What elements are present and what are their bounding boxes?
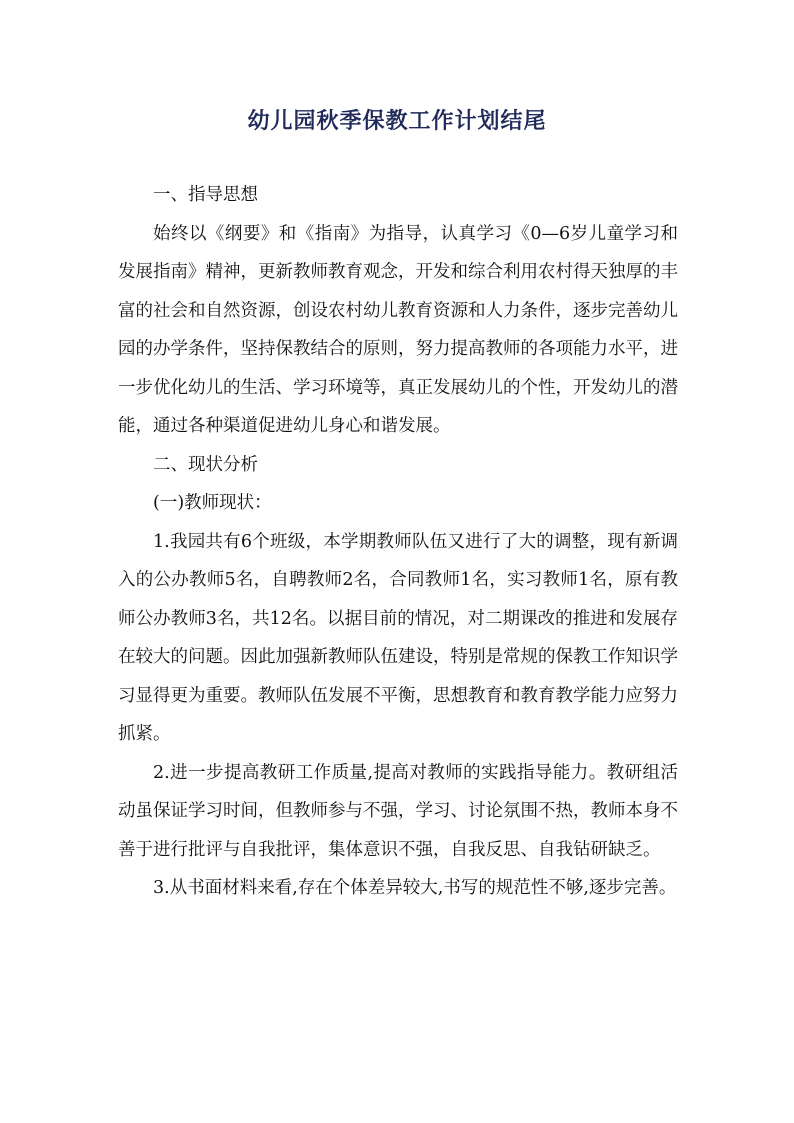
section-heading-guiding-ideology: 一、指导思想: [153, 185, 258, 205]
paragraph-item-2: 2.进一步提高教研工作质量,提高对教师的实践指导能力。教研组活动虽保证学习时间，但教师参与不强，学习、讨论氛围不热，教师本身不善于进行批评与自我批评，集体意识不强，自我反思、自我钻研缺乏。: [118, 762, 678, 860]
paragraph-item-1: 1.我园共有6个班级，本学期教师队伍又进行了大的调整，现有新调入的公办教师5名，自聘教师2名，合同教师1名，实习教师1名，原有教师公办教师3名，共12名。以据目前的情况，对二期课改的推进和发展存在较大的问题。因此加强新教师队伍建设，特别是常规的保教工作知识学习显得更为重要。教师队伍发展不平衡，思想教育和教育教学能力应努力抓紧。: [118, 531, 678, 744]
subsection-heading-teacher-status: (一)教师现状：: [153, 493, 272, 513]
section-heading-status-analysis: 二、现状分析: [153, 454, 258, 475]
document-body: [118, 176, 678, 908]
document-title: 幼儿园秋季保教工作计划结尾: [247, 108, 547, 134]
paragraph-item-3: 3.从书面材料来看,存在个体差异较大,书写的规范性不够,逐步完善。: [153, 878, 677, 898]
paragraph-guiding-ideology: 始终以《纲要》和《指南》为指导，认真学习《0—6岁儿童学习和发展指南》精神，更新教师教育观念，开发和综合利用农村得天独厚的丰富的社会和自然资源，创设农村幼儿教育资源和人力条件，逐步完善幼儿园的办学条件，坚持保教结合的原则，努力提高教师的各项能力水平，进一步优化幼儿的生活、学习环境等，真正发展幼儿的个性，开发幼儿的潜能，通过各种渠道促进幼儿身心和谐发展。: [118, 223, 678, 436]
